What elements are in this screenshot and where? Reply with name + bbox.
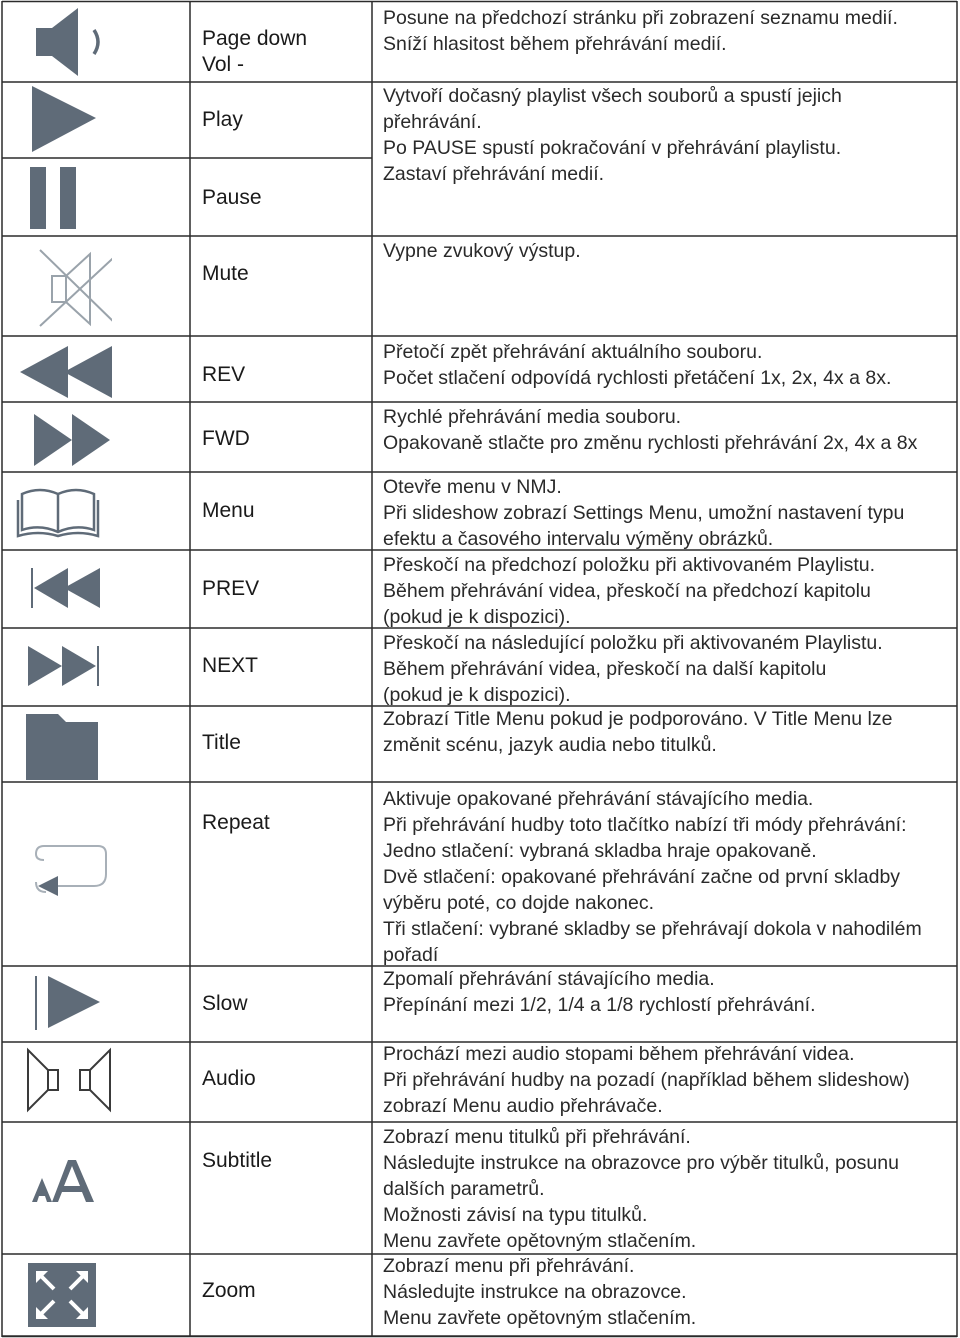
mute-label-cell [202,261,249,287]
description-line: Jedno stlačení: vybraná skladba hraje opakovaně. [383,840,817,862]
description-line: Tři stlačení: vybrané skladby se přehrávají dokola v nahodilém [383,918,922,940]
menu-description [383,474,904,552]
pagedown-label: Page down [202,27,308,50]
slow-icon-cell [2,966,190,1042]
rev-label: REV [202,363,246,386]
previous-icon [2,554,112,624]
description-line: Během přehrávání videa, přeskočí na další kapitolu [383,658,827,680]
title-icon-cell [2,706,190,782]
description-line: Posune na předchozí stránku při zobrazení seznamu medií. [383,7,898,29]
description-line: Během přehrávání videa, přeskočí na předchozí kapitolu [383,580,871,602]
repeat-label-cell [202,810,270,836]
rev-icon-cell [2,336,190,402]
description-line: pořadí [383,944,439,966]
description-line: Přepínání mezi 1/2, 1/4 a 1/8 rychlostí přehrávání. [383,994,816,1016]
description-line: Aktivuje opakované přehrávání stávajícího media. [383,788,814,810]
folder-icon [2,704,112,784]
audio-label-cell [202,1066,256,1092]
rev-description [383,339,891,391]
menu-label-cell [202,498,255,524]
audio-speakers-icon [2,1042,112,1122]
description-line: (pokud je k dispozici). [383,606,571,628]
mute-label: Mute [202,262,249,285]
prev-label-cell [202,576,259,602]
mute-description [383,238,581,264]
description-line: změnit scénu, jazyk audia nebo titulků. [383,734,717,756]
description-line: Při přehrávání hudby toto tlačítko nabízí tři módy přehrávání: [383,814,907,836]
description-line: Vytvoří dočasný playlist všech souborů a spustí jejich [383,85,842,107]
description-line: Menu zavřete opětovným stlačením. [383,1307,697,1329]
play-label-cell [202,107,243,133]
slow-icon [2,964,112,1044]
zoom-label-cell [202,1278,256,1304]
slow-label-cell [202,991,248,1017]
repeat-description [383,786,922,968]
pause-icon [2,157,112,237]
subtitle-label-cell [202,1148,272,1174]
slow-label: Slow [202,992,248,1015]
repeat-icon-cell [2,782,190,966]
description-line: Menu zavřete opětovným stlačením. [383,1230,697,1252]
fast-forward-icon [2,402,112,472]
zoom-arrows-icon [2,1255,112,1335]
menu-label: Menu [202,499,255,522]
description-line: Prochází mezi audio stopami během přehrávání videa. [383,1043,855,1065]
title-label: Title [202,731,241,754]
play-icon-cell [2,82,190,158]
pagedown-icon-cell [2,2,190,82]
description-line: Přetočí zpět přehrávání aktuálního souboru. [383,341,763,363]
mute-icon-cell [2,236,190,336]
repeat-label: Repeat [202,811,270,834]
next-icon [2,632,112,702]
description-line: Zastaví přehrávání medií. [383,163,605,185]
title-label-cell [202,730,241,756]
description-line: Zpomalí přehrávání stávajícího media. [383,968,715,990]
fwd-label-cell [202,426,250,452]
description-line: Počet stlačení odpovídá rychlosti přetáčení 1x, 2x, 4x a 8x. [383,367,892,389]
pagedown-label: Vol - [202,53,245,76]
audio-icon-cell [2,1042,190,1122]
description-line: Rychlé přehrávání media souboru. [383,406,682,428]
description-line: Při přehrávání hudby na pozadí (například během slideshow) [383,1069,910,1091]
description-line: Zobrazí menu při přehrávání. [383,1255,635,1277]
play-label: Play [202,108,243,131]
description-line: dalších parametrů. [383,1178,545,1200]
fwd-icon-cell [2,402,190,472]
description-line: Následujte instrukce na obrazovce pro výběr titulků, posunu [383,1152,899,1174]
mute-icon [2,236,112,336]
menu-icon-cell [2,472,190,550]
description-line: Sníží hlasitost během přehrávání medií. [383,33,727,55]
book-icon [2,476,112,546]
audio-description [383,1041,910,1119]
subtitle-icon-cell [2,1122,190,1254]
pagedown-label-cell [202,26,307,78]
description-line: Následujte instrukce na obrazovce. [383,1281,687,1303]
pagedown-description [383,5,898,57]
rev-label-cell [202,362,245,388]
pause-label: Pause [202,186,262,209]
description-line: Opakovaně stlačte pro změnu rychlosti přehrávání 2x, 4x a 8x [383,432,918,454]
fwd-label: FWD [202,427,250,450]
pause-label-cell [202,185,262,211]
rewind-icon [2,334,112,404]
description-line: Při slideshow zobrazí Settings Menu, umožní nastavení typu [383,502,905,524]
subtitle-aa-icon [2,1148,112,1228]
description-line: výběru poté, co dojde nakonec. [383,892,655,914]
description-line: Možnosti závisí na typu titulků. [383,1204,648,1226]
next-description [383,630,883,708]
repeat-icon [2,834,112,914]
description-line: Přeskočí na předchozí položku při aktivovaném Playlistu. [383,554,876,576]
description-line: efektu a časového intervalu výměny obrázků. [383,528,774,550]
description-line: Vypne zvukový výstup. [383,240,581,262]
prev-description [383,552,875,630]
description-line: Zobrazí Title Menu pokud je podporováno. V Title Menu lze [383,708,893,730]
description-line: zobrazí Menu audio přehrávače. [383,1095,663,1117]
play-pause-description [383,83,842,187]
prev-label: PREV [202,577,260,600]
next-icon-cell [2,628,190,706]
audio-label: Audio [202,1067,256,1090]
speaker-low-icon [2,2,112,82]
next-label: NEXT [202,654,259,677]
description-line: Zobrazí menu titulků při přehrávání. [383,1126,691,1148]
next-label-cell [202,653,258,679]
pause-icon-cell [2,158,190,236]
zoom-description [383,1253,696,1331]
description-line: Otevře menu v NMJ. [383,476,562,498]
description-line: (pokud je k dispozici). [383,684,571,706]
prev-icon-cell [2,550,190,628]
description-line: Dvě stlačení: opakované přehrávání začne od první skladby [383,866,901,888]
zoom-label: Zoom [202,1279,256,1302]
description-line: Přeskočí na následující položku při aktivovaném Playlistu. [383,632,883,654]
description-line: Po PAUSE spustí pokračování v přehrávání playlistu. [383,137,842,159]
subtitle-label: Subtitle [202,1149,273,1172]
subtitle-description [383,1124,899,1254]
play-icon [2,80,112,160]
description-line: přehrávání. [383,111,482,133]
slow-description [383,966,816,1018]
title-description [383,706,892,758]
zoom-icon-cell [2,1254,190,1336]
fwd-description [383,404,917,456]
